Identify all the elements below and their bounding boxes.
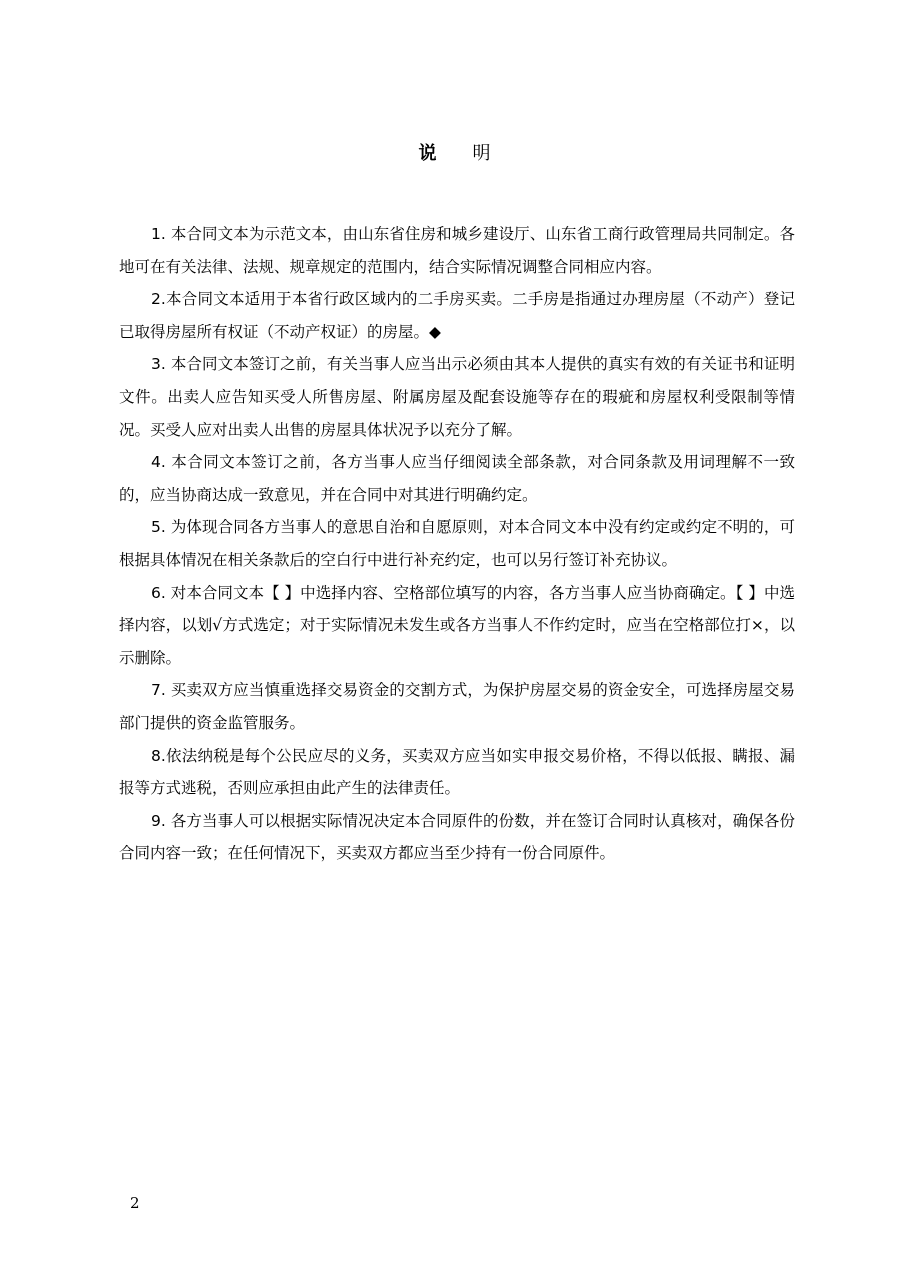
- paragraph-1: 1. 本合同文本为示范文本，由山东省住房和城乡建设厅、山东省工商行政管理局共同制定。各地可在有关法律、法规、规章规定的范围内，结合实际情况调整合同相应内容。: [119, 225, 795, 276]
- paragraph-5: 5. 为体现合同各方当事人的意思自治和自愿原则，对本合同文本中没有约定或约定不明的，可根据具体情况在相关条款后的空白行中进行补充约定，也可以另行签订补充协议。: [119, 518, 795, 569]
- title-char-1: 说: [418, 143, 437, 164]
- paragraph-9: 9. 各方当事人可以根据实际情况决定本合同原件的份数，并在签订合同时认真核对，确保各份合同内容一致；在任何情况下，买卖双方都应当至少持有一份合同原件。: [119, 811, 795, 863]
- paragraph-3: 3. 本合同文本签订之前，有关当事人应当出示必须由其本人提供的真实有效的有关证书和证明文件。出卖人应告知买受人所售房屋、附属房屋及配套设施等存在的瑕疵和房屋权利受限制等情况。买受人应对出卖人出售的房屋具体状况予以充分了解。: [119, 355, 795, 439]
- instructions-body: [119, 218, 795, 870]
- paragraph-8: 8.依法纳税是每个公民应尽的义务，买卖双方应当如实申报交易价格，不得以低报、瞒报、漏报等方式逃税，否则应承担由此产生的法律责任。: [119, 746, 795, 798]
- page-title: [0, 140, 909, 168]
- paragraph-6: 6. 对本合同文本【 】中选择内容、空格部位填写的内容，各方当事人应当协商确定。【 】中选择内容，以划√方式选定；对于实际情况未发生或各方当事人不作约定时，应当在空格部位打×，以示删除。: [119, 583, 795, 667]
- paragraph-2: 2.本合同文本适用于本省行政区域内的二手房买卖。二手房是指通过办理房屋（不动产）登记已取得房屋所有权证（不动产权证）的房屋。◆: [119, 290, 795, 341]
- title-char-2: 明: [472, 143, 491, 164]
- paragraph-4: 4. 本合同文本签订之前，各方当事人应当仔细阅读全部条款，对合同条款及用词理解不一致的，应当协商达成一致意见，并在合同中对其进行明确约定。: [119, 453, 795, 504]
- page-number: 2: [130, 1194, 140, 1212]
- paragraph-7: 7. 买卖双方应当慎重选择交易资金的交割方式，为保护房屋交易的资金安全，可选择房屋交易部门提供的资金监管服务。: [119, 681, 795, 732]
